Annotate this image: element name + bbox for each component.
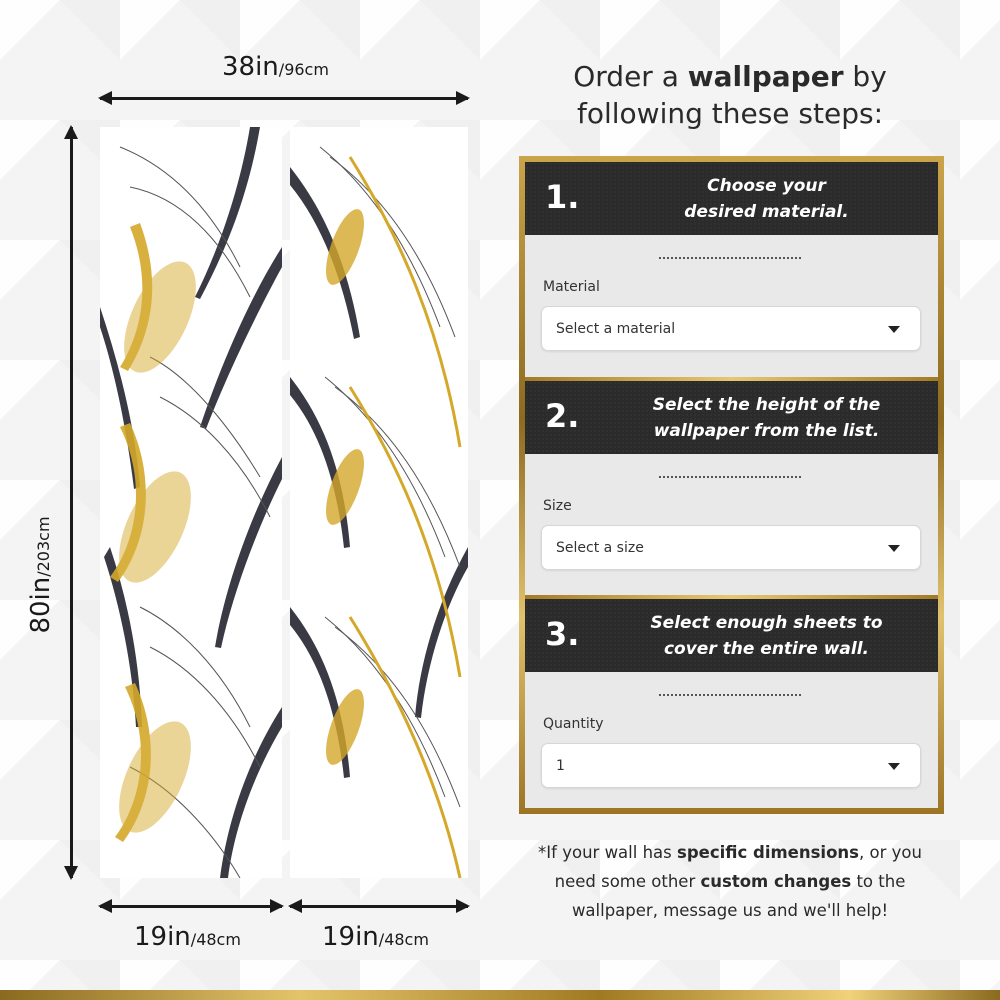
material-select[interactable]	[541, 306, 921, 351]
page-title: Order a wallpaper by following these steps:	[573, 60, 887, 130]
custom-request-note: *If your wall has specific dimensions, or you need some other custom changes to the wallpaper, message us and we'll help!	[538, 843, 922, 920]
quantity-label: Quantity	[543, 716, 604, 732]
step-number: 1.	[545, 178, 580, 216]
size-label: Size	[543, 498, 572, 514]
panel-right-width-arrow	[290, 905, 468, 908]
chevron-down-icon	[888, 545, 900, 552]
step-number: 2.	[545, 397, 580, 435]
panel-right-width-label: 19in/48cm	[322, 922, 429, 952]
step-number: 3.	[545, 615, 580, 653]
leaf-pattern-left	[100, 127, 282, 878]
size-select-value: Select a size	[556, 539, 644, 556]
dotted-separator	[659, 694, 801, 696]
step-header	[525, 599, 938, 672]
step-title: Select enough sheets to cover the entire wall.	[650, 612, 883, 659]
step-quantity	[525, 599, 938, 817]
step-material	[525, 162, 938, 380]
size-select[interactable]	[541, 525, 921, 570]
quantity-select[interactable]	[541, 743, 921, 788]
quantity-select-value: 1	[556, 757, 565, 774]
step-size	[525, 381, 938, 599]
leaf-pattern-right	[290, 127, 468, 878]
step-title: Select the height of the wallpaper from the list.	[652, 394, 881, 441]
order-steps-frame	[519, 156, 944, 814]
dotted-separator	[659, 476, 801, 478]
gold-footer-bar	[0, 990, 1000, 1000]
material-select-value: Select a material	[556, 320, 676, 337]
wallpaper-panel-right	[290, 127, 468, 878]
step-header	[525, 162, 938, 235]
wallpaper-panel-left	[100, 127, 282, 878]
panel-left-width-arrow	[100, 905, 282, 908]
step-title: Choose your desired material.	[684, 175, 849, 222]
total-height-arrow	[70, 127, 73, 878]
total-width-arrow	[100, 97, 468, 100]
total-height-label: 80in/203cm	[26, 516, 56, 634]
step-header	[525, 381, 938, 454]
dotted-separator	[659, 257, 801, 259]
panel-left-width-label: 19in/48cm	[134, 922, 241, 952]
chevron-down-icon	[888, 326, 900, 333]
chevron-down-icon	[888, 763, 900, 770]
material-label: Material	[543, 279, 600, 295]
total-width-label: 38in/96cm	[222, 52, 329, 82]
